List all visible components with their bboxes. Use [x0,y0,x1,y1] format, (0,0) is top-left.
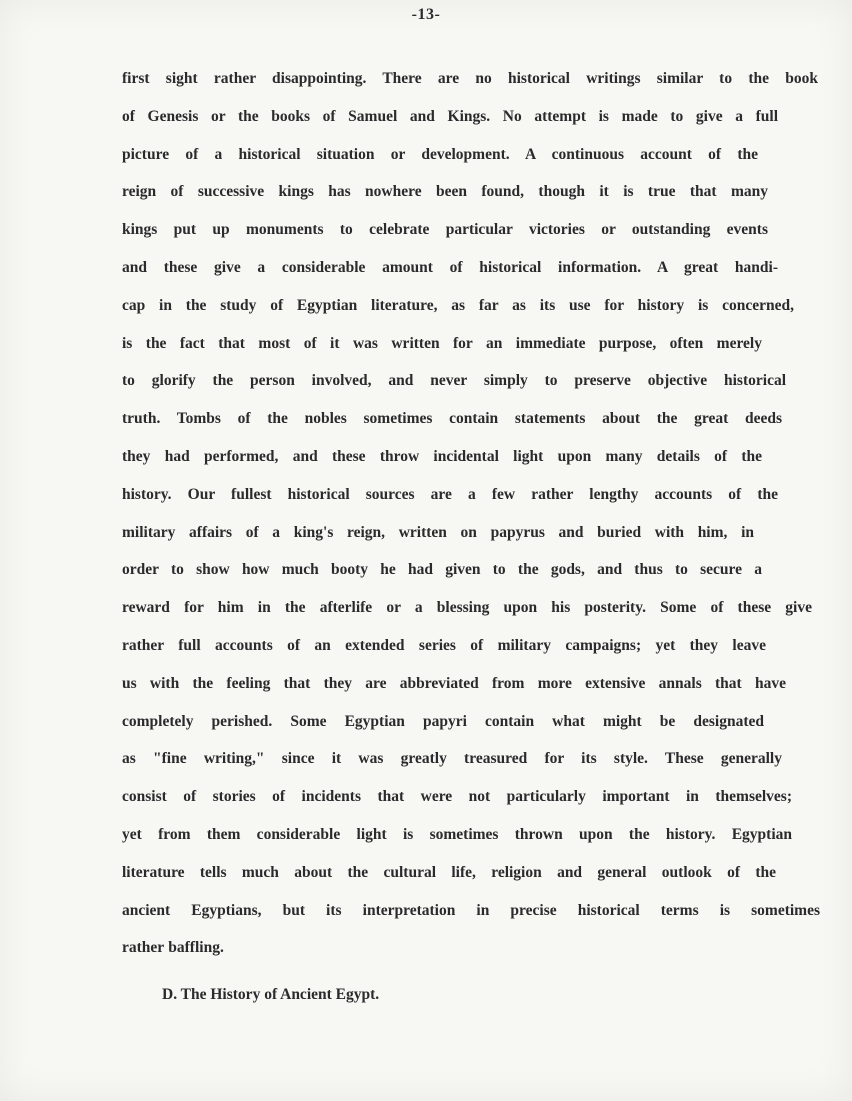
text-line: ancient Egyptians, but its interpretation in precise historical terms is sometimes [122,901,820,919]
body-paragraph [122,60,822,967]
text-line: literature tells much about the cultural life, religion and general outlook of the [122,863,776,881]
text-line: as "fine writing," since it was greatly treasured for its style. These generally [122,750,782,768]
text-line: reign of successive kings has nowhere been found, though it is true that many [122,183,768,201]
text-line: completely perished. Some Egyptian papyri contain what might be designated [122,712,764,730]
section-heading: D. The History of Ancient Egypt. [162,986,380,1003]
text-line: rather full accounts of an extended series of military campaigns; yet they leave [122,636,766,654]
text-line: yet from them considerable light is sometimes thrown upon the history. Egyptian [122,825,792,843]
text-line: consist of stories of incidents that were not particularly important in themselves; [122,788,792,806]
text-line: kings put up monuments to celebrate particular victories or outstanding events [122,221,768,239]
text-line: of Genesis or the books of Samuel and Kings. No attempt is made to give a full [122,107,778,125]
text-line: reward for him in the afterlife or a blessing upon his posterity. Some of these give [122,599,812,617]
text-line: and these give a considerable amount of historical information. A great handi- [122,258,778,276]
text-line: order to show how much booty he had given to the gods, and thus to secure a [122,561,762,579]
text-line: military affairs of a king's reign, written on papyrus and buried with him, in [122,523,754,541]
text-line: truth. Tombs of the nobles sometimes contain statements about the great deeds [122,410,782,428]
page-number: -13- [411,6,441,23]
text-line: us with the feeling that they are abbreviated from more extensive annals that have [122,674,786,692]
text-line: first sight rather disappointing. There are no historical writings similar to the book [122,70,818,87]
text-line: history. Our fullest historical sources are a few rather lengthy accounts of the [122,485,778,503]
text-line: is the fact that most of it was written for an immediate purpose, often merely [122,334,762,352]
text-line: picture of a historical situation or development. A continuous account of the [122,145,758,163]
text-line: to glorify the person involved, and never simply to preserve objective historical [122,372,786,390]
text-line: rather baffling. [122,939,224,957]
text-line: cap in the study of Egyptian literature, as far as its use for history is concerned, [122,296,794,314]
text-line: they had performed, and these throw incidental light upon many details of the [122,447,762,465]
